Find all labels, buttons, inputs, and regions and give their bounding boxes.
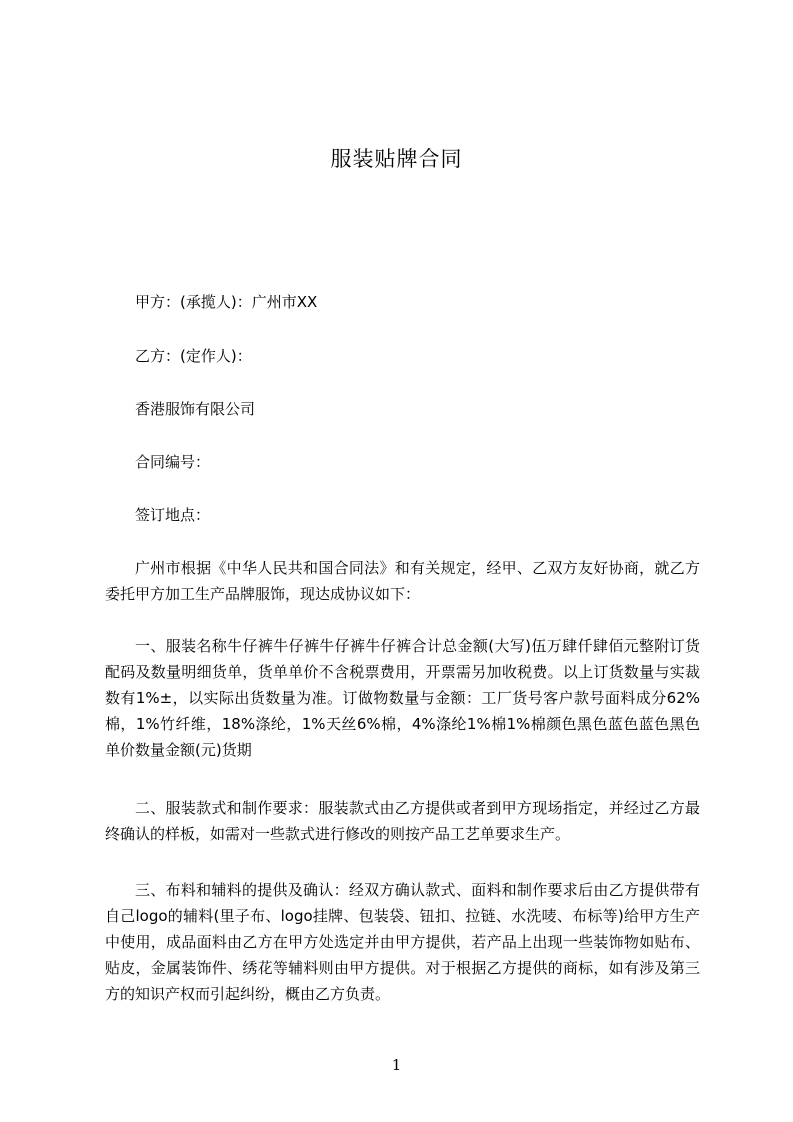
- intro-paragraph: 广州市根据《中华人民共和国合同法》和有关规定，经甲、乙双方友好协商，就乙方委托甲方加工生产品牌服饰，现达成协议如下：: [105, 559, 700, 603]
- contract-number-line: 合同编号：: [135, 453, 211, 471]
- company-name: 香港服饰有限公司: [135, 400, 256, 418]
- clause-3-paragraph: 三、布料和辅料的提供及确认：经双方确认款式、面料和制作要求后由乙方提供带有自己logo的辅料(里子布、logo挂牌、包装袋、钮扣、拉链、水洗唛、布标等)给甲方生产中使用，成品面料由乙方在甲方处选定并由甲方提供，若产品上出现一些装饰物如贴布、贴皮，金属装饰件、绣花等辅料则由甲方提供。对于根据乙方提供的商标，如有涉及第三方的知识产权而引起纠纷，概由乙方负责。: [105, 881, 700, 1003]
- party-a-line: 甲方：(承揽人)：广州市XX: [135, 293, 318, 311]
- signing-place-line: 签订地点：: [135, 506, 211, 524]
- page-number: 1: [391, 1056, 402, 1074]
- clause-2-paragraph: 二、服装款式和制作要求：服装款式由乙方提供或者到甲方现场指定，并经过乙方最终确认的样板，如需对一些款式进行修改的则按产品工艺单要求生产。: [105, 799, 700, 843]
- document-title: 服装贴牌合同: [330, 147, 463, 171]
- clause-1-paragraph: 一、服装名称牛仔裤牛仔裤牛仔裤牛仔裤合计总金额(大写)伍万肆仟肆佰元整附订货配码及数量明细货单，货单单价不含税票费用，开票需另加收税费。以上订货数量与实裁数有1%±，以实际出货数量为准。订做物数量与金额：工厂货号客户款号面料成分62%棉，1%竹纤维，18%涤纶，1%天丝6%棉，4%涤纶1%棉1%棉颜色黑色蓝色蓝色黑色单价数量金额(元)货期: [105, 637, 700, 759]
- party-b-line: 乙方：(定作人)：: [135, 347, 252, 365]
